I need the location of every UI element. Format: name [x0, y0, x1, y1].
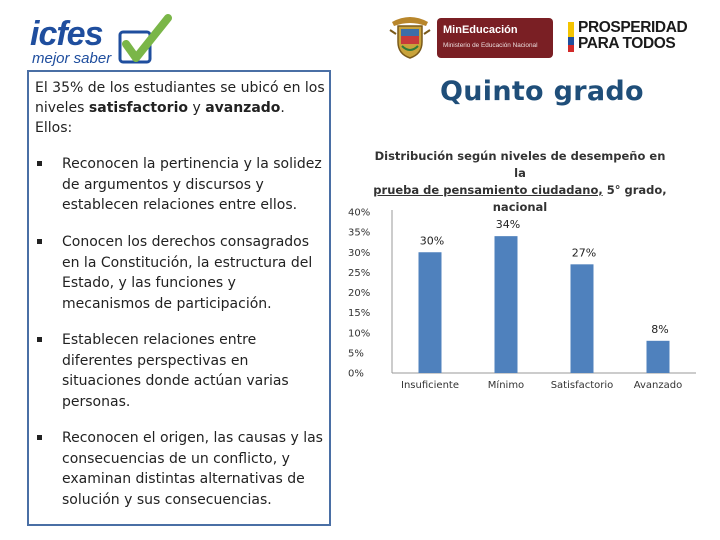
- y-tick-label: 0%: [348, 368, 364, 380]
- y-tick-label: 35%: [348, 227, 371, 239]
- x-category-label: Avanzado: [633, 380, 683, 391]
- bar: [419, 252, 442, 373]
- y-tick-label: 25%: [348, 267, 371, 279]
- bar: [571, 264, 594, 373]
- x-category-label: Insuficiente: [401, 380, 459, 391]
- bullet-text: Establecen relaciones entre diferentes perspectivas en situaciones donde actúan varias personas.: [62, 332, 289, 410]
- x-category-label: Satisfactorio: [550, 380, 614, 391]
- bar-value-label: 34%: [495, 218, 521, 232]
- bullet-text: Conocen los derechos consagrados en la Constitución, la estructura del Estado, y las funciones y mecanismos de participación.: [62, 234, 313, 312]
- icfes-logo: [30, 14, 170, 74]
- bar-value-label: 27%: [571, 246, 597, 260]
- bullet-marker: [37, 435, 42, 440]
- bullet-text: Reconocen el origen, las causas y las consecuencias de un conflicto, y examinan distintas alternativas de solución y sus consecuencias.: [62, 430, 323, 508]
- y-tick-label: 10%: [348, 328, 371, 340]
- intro-bold-avanzado: avanzado: [205, 100, 281, 116]
- intro-bold-satisfactorio: satisfactorio: [88, 100, 188, 116]
- intro-text-2: y: [188, 100, 206, 116]
- bar-value-label: 30%: [419, 234, 445, 248]
- icfes-logo-tagline: mejor saber: [32, 50, 112, 67]
- mineducacion-logo-subtitle: Ministerio de Educación Nacional: [443, 42, 538, 49]
- bullet-marker: [37, 239, 42, 244]
- bar: [647, 341, 670, 373]
- y-tick-label: 5%: [348, 348, 364, 360]
- bullet-list: [29, 72, 329, 524]
- prosperidad-line-2: PARA TODOS: [578, 35, 676, 52]
- findings-text-box: [27, 70, 331, 526]
- mineducacion-logo-title: MinEducación: [443, 24, 518, 36]
- prosperidad-logo: [568, 20, 698, 56]
- bar: [495, 236, 518, 373]
- intro-text-3: . Ellos:: [35, 100, 285, 136]
- y-tick-label: 40%: [348, 207, 371, 219]
- prosperidad-logo-text: [578, 20, 687, 52]
- y-tick-label: 30%: [348, 247, 371, 259]
- prosperidad-line-1: PROSPERIDAD: [578, 19, 688, 36]
- x-category-label: Mínimo: [487, 380, 525, 391]
- y-tick-label: 15%: [348, 308, 371, 320]
- bar-chart: [340, 200, 700, 400]
- bullet-text: Reconocen la pertinencia y la solidez de argumentos y discursos y establecen relaciones entre ellos.: [62, 156, 322, 213]
- bar-value-label: 8%: [651, 322, 669, 336]
- bullet-marker: [37, 337, 42, 342]
- mineducacion-logo: [437, 18, 553, 58]
- chart-title-rest: 5° grado, nacional: [492, 183, 667, 214]
- flag-stripe-icon: [568, 22, 574, 52]
- chart-title-underlined: prueba de pensamiento ciudadano,: [373, 183, 603, 197]
- y-tick-label: 20%: [348, 288, 371, 299]
- icfes-logo-name: icfes: [30, 15, 103, 53]
- checkmark-icon: [118, 14, 178, 68]
- bullet-marker: [37, 161, 42, 166]
- chart-title-line-1: Distribución según niveles de desempeño en la: [374, 149, 666, 180]
- intro-text-1: El 35% de los estudiantes se ubicó en los niveles: [35, 80, 325, 116]
- section-title: Quinto grado: [440, 76, 644, 107]
- coat-of-arms-icon: [388, 12, 432, 60]
